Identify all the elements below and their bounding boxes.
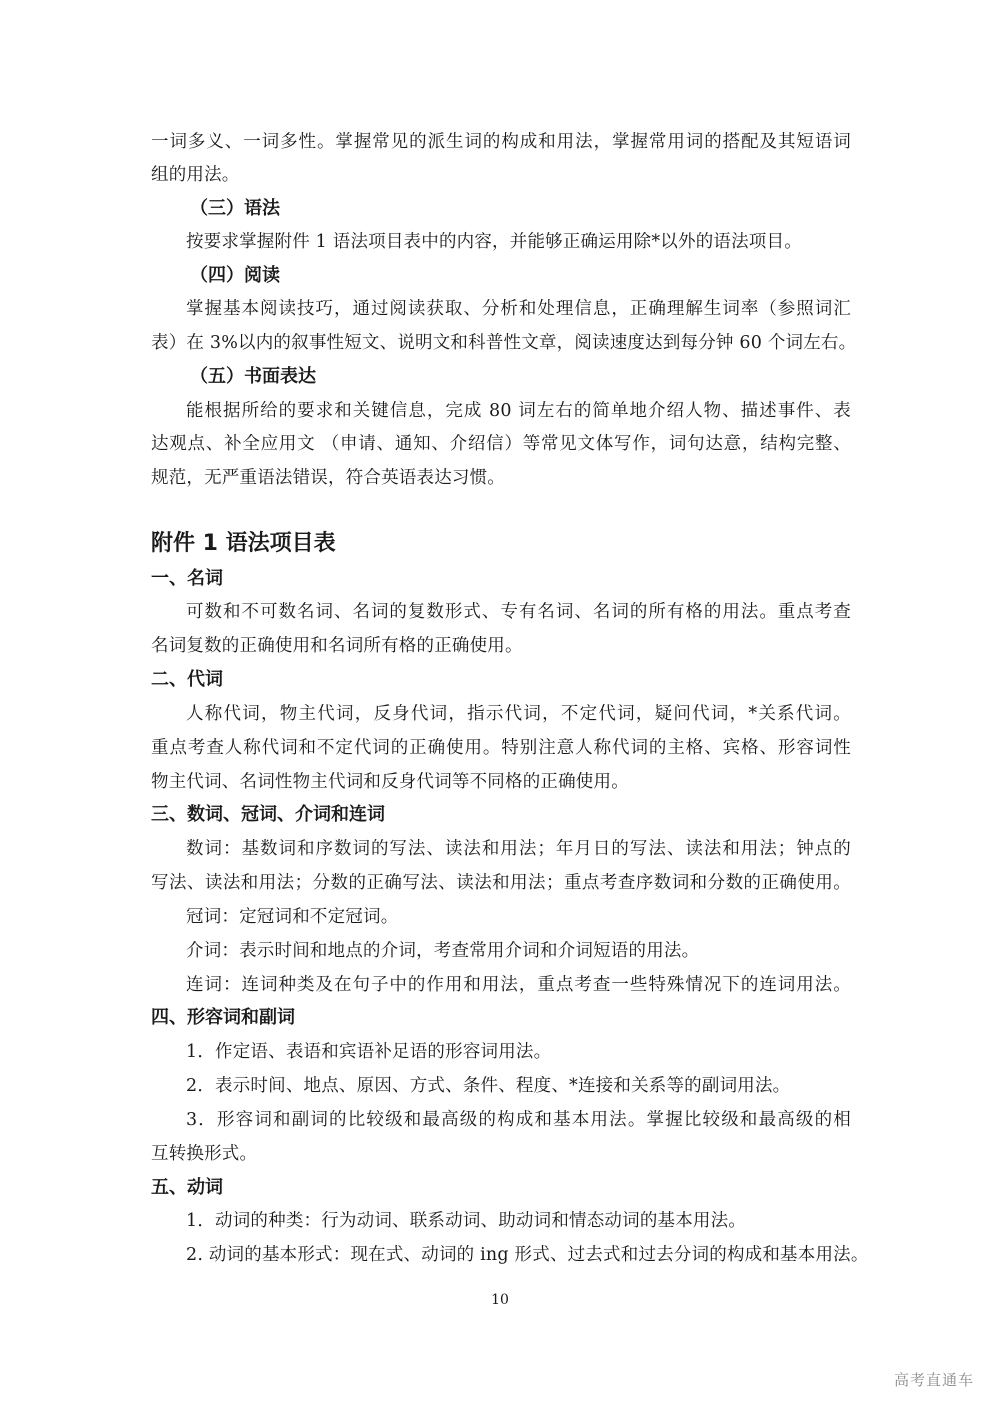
conjunction-line: 连词：连词种类及在句子中的作用和用法，重点考查一些特殊情况下的连词用法。 [186,975,851,995]
preposition-line: 介词：表示时间和地点的介词，考查常用介词和介词短语的用法。 [186,941,700,961]
numeral-line-2: 写法、读法和用法；分数的正确写法、读法和用法；重点考查序数词和分数的正确使用。 [151,873,851,893]
adj-heading: 四、形容词和副词 [151,1007,295,1028]
appendix-title: 附件 1 语法项目表 [151,531,336,556]
writing-line-3: 规范，无严重语法错误，符合英语表达习惯。 [151,468,505,488]
watermark: 高考直通车 [893,1371,974,1389]
page-number: 10 [491,1292,509,1308]
vocab-line-1: 一词多义、一词多性。掌握常见的派生词的构成和用法，掌握常用词的搭配及其短语词 [151,132,851,152]
writing-heading: （五）书面表达 [190,366,316,387]
reading-heading: （四）阅读 [190,265,280,286]
writing-line-2: 达观点、补全应用文 （申请、通知、介绍信）等常见文体写作，词句达意，结构完整、 [151,434,851,454]
pronoun-heading: 二、代词 [151,669,223,690]
reading-line-2: 表）在 3%以内的叙事性短文、说明文和科普性文章，阅读速度达到每分钟 60 个词左右。 [151,333,857,353]
adj-item-1: 1．作定语、表语和宾语补足语的形容词用法。 [186,1042,552,1062]
pronoun-line-1: 人称代词，物主代词，反身代词，指示代词，不定代词，疑问代词，*关系代词。 [186,704,851,724]
verb-item-1: 1．动词的种类：行为动词、联系动词、助动词和情态动词的基本用法。 [186,1211,747,1231]
writing-line-1: 能根据所给的要求和关键信息，完成 80 词左右的简单地介绍人物、描述事件、表 [186,401,851,421]
adj-item-2: 2．表示时间、地点、原因、方式、条件、程度、*连接和关系等的副词用法。 [186,1076,791,1096]
adj-item-3-line-1: 3．形容词和副词的比较级和最高级的构成和基本用法。掌握比较级和最高级的相 [186,1110,851,1130]
grammar-line-1: 按要求掌握附件 1 语法项目表中的内容，并能够正确运用除*以外的语法项目。 [186,232,802,252]
reading-line-1: 掌握基本阅读技巧，通过阅读获取、分析和处理信息，正确理解生词率（参照词汇 [186,299,851,319]
grammar-heading: （三）语法 [190,198,280,219]
vocab-line-2: 组的用法。 [151,165,240,185]
noun-line-2: 名词复数的正确使用和名词所有格的正确使用。 [151,636,523,656]
pronoun-line-2: 重点考查人称代词和不定代词的正确使用。特别注意人称代词的主格、宾格、形容词性 [151,738,851,758]
verb-item-2: 2. 动词的基本形式：现在式、动词的 ing 形式、过去式和过去分词的构成和基本用法。 [186,1245,869,1265]
noun-line-1: 可数和不可数名词、名词的复数形式、专有名词、名词的所有格的用法。重点考查 [186,602,851,622]
numeral-line-1: 数词：基数词和序数词的写法、读法和用法；年月日的写法、读法和用法；钟点的 [186,839,851,859]
pronoun-line-3: 物主代词、名词性物主代词和反身代词等不同格的正确使用。 [151,772,629,792]
article-line: 冠词：定冠词和不定冠词。 [186,907,399,927]
noun-heading: 一、名词 [151,568,223,589]
numeral-heading: 三、数词、冠词、介词和连词 [151,804,385,825]
verb-heading: 五、动词 [151,1177,223,1198]
adj-item-3-line-2: 互转换形式。 [151,1144,258,1164]
